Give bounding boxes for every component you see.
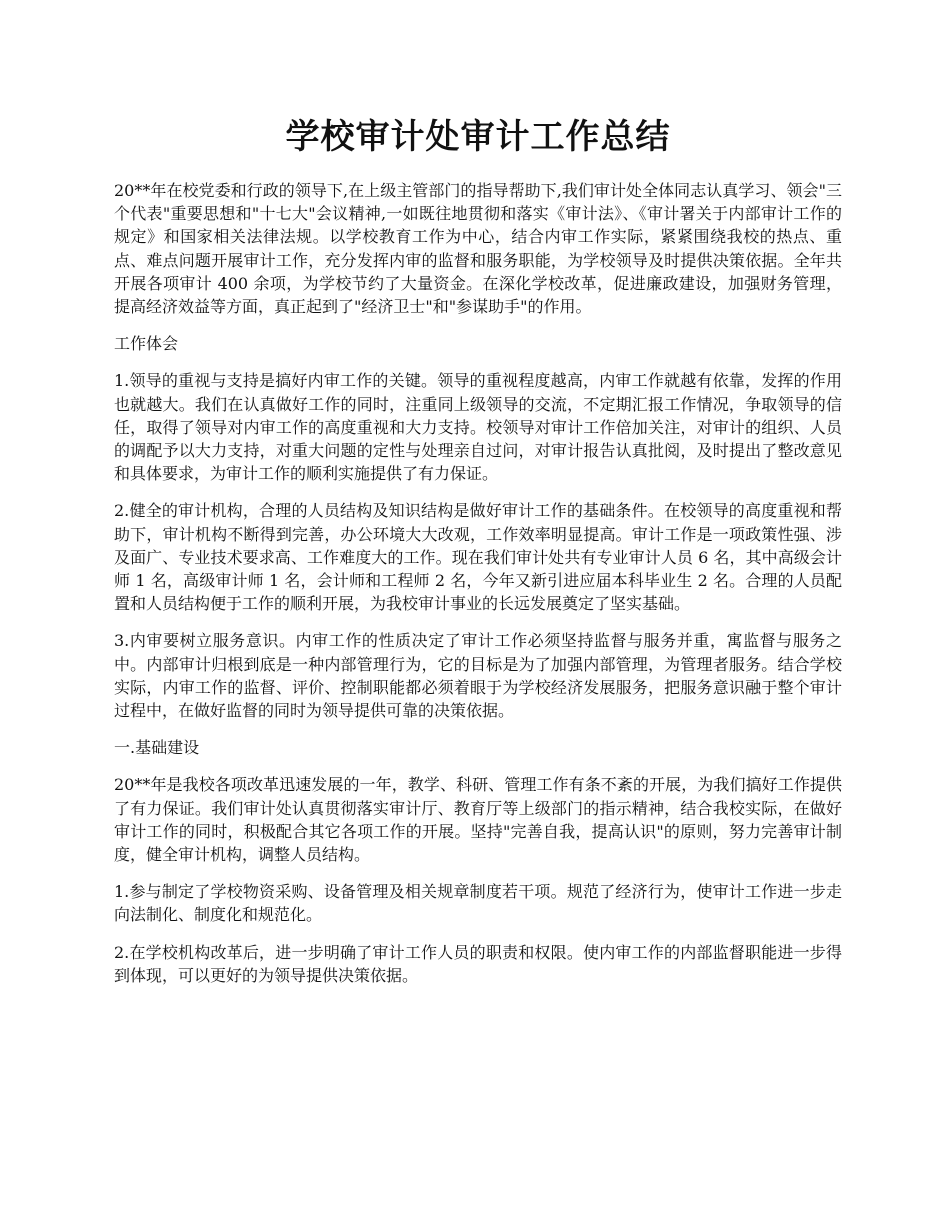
paragraph-responsibilities: 2.在学校机构改革后，进一步明确了审计工作人员的职责和权限。使内审工作的内部监督职能进一步得到体现，可以更好的为领导提供决策依据。 <box>114 942 842 985</box>
document-page <box>114 112 842 1001</box>
paragraph-regulations: 1.参与制定了学校物资采购、设备管理及相关规章制度若干项。规范了经济行为，使审计工作进一步走向法制化、制度化和规范化。 <box>114 882 842 925</box>
section-heading-work-experience: 工作体会 <box>114 334 179 354</box>
intro-paragraph: 20**年在校党委和行政的领导下,在上级主管部门的指导帮助下,我们审计处全体同志认真学习、领会"三个代表"重要思想和"十七大"会议精神,一如既往地贯彻和落实《审计法》、《审计署关于内部审计工作的规定》和国家相关法律法规。以学校教育工作为中心，结合内审工作实际，紧紧围绕我校的热点、重点、难点问题开展审计工作，充分发挥内审的监督和服务职能，为学校领导及时提供决策依据。全年共开展各项审计 400 余项，为学校节约了大量资金。在深化学校改革，促进廉政建设，加强财务管理，提高经济效益等方面，真正起到了"经济卫士"和"参谋助手"的作用。 <box>114 181 842 317</box>
paragraph-service-awareness: 3.内审要树立服务意识。内审工作的性质决定了审计工作必须坚持监督与服务并重，寓监督与服务之中。内部审计归根到底是一种内部管理行为，它的目标是为了加强内部管理，为管理者服务。结合学校实际，内审工作的监督、评价、控制职能都必须着眼于为学校经济发展服务，把服务意识融于整个审计过程中，在做好监督的同时为领导提供可靠的决策依据。 <box>114 631 842 721</box>
paragraph-leadership-support: 1.领导的重视与支持是搞好内审工作的关键。领导的重视程度越高，内审工作就越有依靠，发挥的作用也就越大。我们在认真做好工作的同时，注重同上级领导的交流，不定期汇报工作情况，争取领导的信任，取得了领导对内审工作的高度重视和大力支持。校领导对审计工作倍加关注，对审计的组织、人员的调配予以大力支持，对重大问题的定性与处理亲自过问，对审计报告认真批阅，及时提出了整改意见和具体要求，为审计工作的顺利实施提供了有力保证。 <box>114 371 842 484</box>
section-heading-infrastructure: 一.基础建设 <box>114 738 200 758</box>
document-title: 学校审计处审计工作总结 <box>285 117 671 157</box>
paragraph-audit-organization: 2.健全的审计机构，合理的人员结构及知识结构是做好审计工作的基础条件。在校领导的高度重视和帮助下，审计机构不断得到完善，办公环境大大改观，工作效率明显提高。审计工作是一项政策性强、涉及面广、专业技术要求高、工作难度大的工作。现在我们审计处共有专业审计人员 6 名，其中高级会计师 1 名，高级审计师 1 名，会计师和工程师 2 名，今年又新引进应届本科毕业生 2 名。合理的人员配置和人员结构便于工作的顺利开展，为我校审计事业的长远发展奠定了坚实基础。 <box>114 501 842 614</box>
paragraph-reform-year: 20**年是我校各项改革迅速发展的一年，教学、科研、管理工作有条不紊的开展，为我们搞好工作提供了有力保证。我们审计处认真贯彻落实审计厅、教育厅等上级部门的指示精神，结合我校实际，在做好审计工作的同时，积极配合其它各项工作的开展。坚持"完善自我，提高认识"的原则，努力完善审计制度，健全审计机构，调整人员结构。 <box>114 775 842 865</box>
